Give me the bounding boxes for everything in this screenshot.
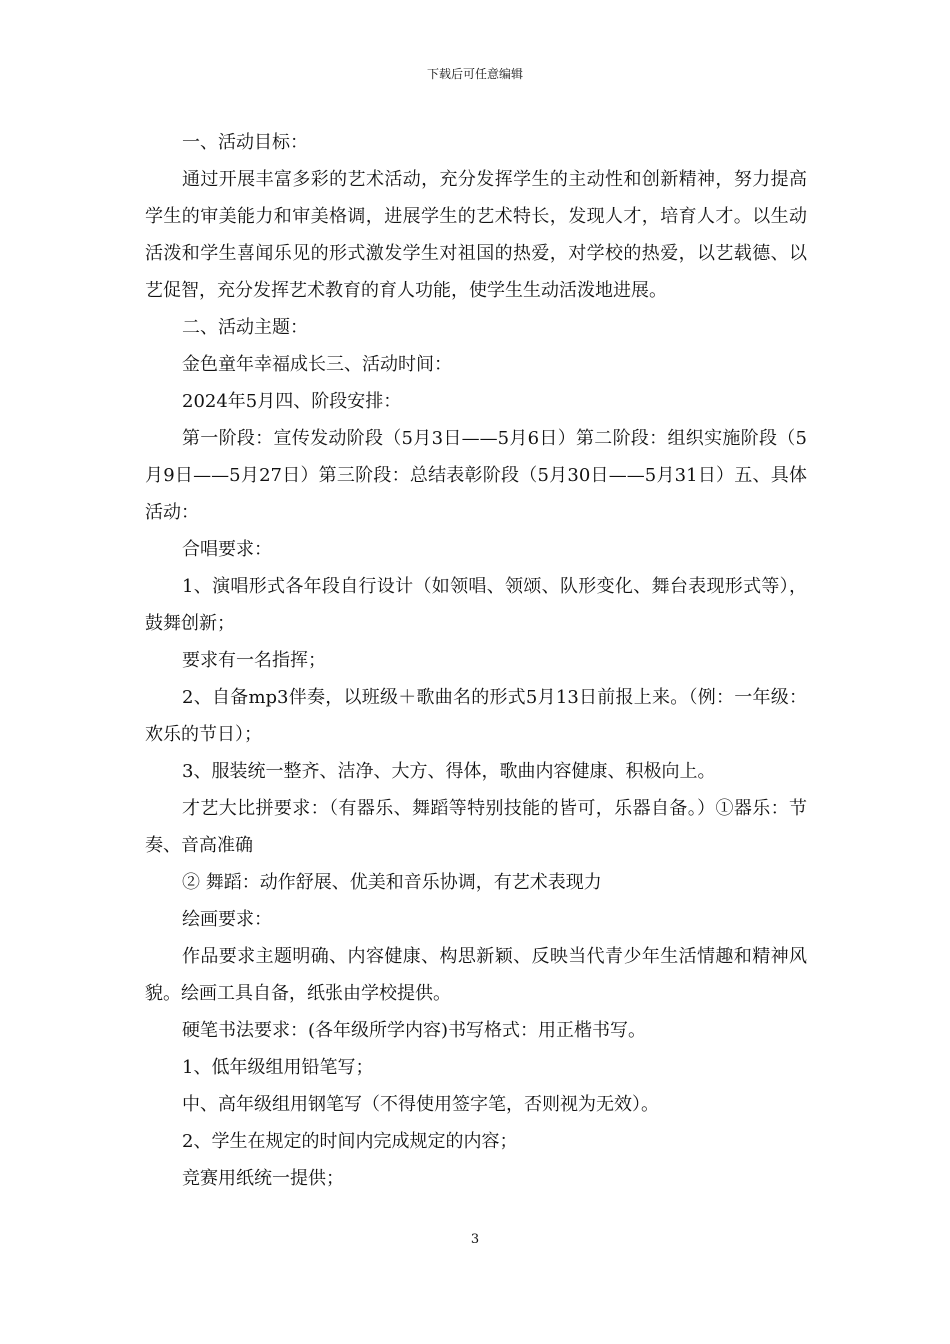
- paragraph-goal-text: 通过开展丰富多彩的艺术活动，充分发挥学生的主动性和创新精神，努力提高学生的审美能力和审美格调，进展学生的艺术特长，发现人才，培育人才。以生动活泼和学生喜闻乐见的形式激发学生对祖国的热爱，对学校的热爱，以艺载德、以艺促智，充分发挥艺术教育的育人功能，使学生生动活泼地进展。: [145, 169, 807, 301]
- heading-activity-theme: 二、活动主题：: [182, 317, 308, 338]
- paragraph-stages: 第一阶段：宣传发动阶段（5月3日——5月6日）第二阶段：组织实施阶段（5月9日——5月27日）第三阶段：总结表彰阶段（5月30日——5月31日）五、具体活动：: [145, 428, 807, 523]
- page-header: 下载后可任意编辑: [426, 67, 523, 81]
- paragraph-chorus-item-3: 3、服装统一整齐、洁净、大方、得体，歌曲内容健康、积极向上。: [182, 761, 716, 782]
- heading-activity-goal: 一、活动目标：: [182, 132, 308, 153]
- paragraph-talent-requirements: 才艺大比拼要求：（有器乐、舞蹈等特别技能的皆可，乐器自备。）①器乐：节奏、音高准确: [145, 798, 807, 856]
- paragraph-calligraphy-paper: 竞赛用纸统一提供；: [182, 1168, 344, 1189]
- document-body: [145, 124, 807, 1197]
- paragraph-calligraphy-pen: 中、高年级组用钢笔写（不得使用签字笔，否则视为无效）。: [182, 1094, 659, 1115]
- heading-painting-requirements: 绘画要求：: [182, 909, 272, 930]
- paragraph-dance: ② 舞蹈：动作舒展、优美和音乐协调，有艺术表现力: [182, 872, 602, 893]
- paragraph-calligraphy-item-1: 1、低年级组用铅笔写；: [182, 1057, 374, 1078]
- paragraph-calligraphy-item-2: 2、学生在规定的时间内完成规定的内容；: [182, 1131, 518, 1152]
- paragraph-painting-text: 作品要求主题明确、内容健康、构思新颖、反映当代青少年生活情趣和精神风貌。绘画工具自备，纸张由学校提供。: [145, 946, 807, 1004]
- paragraph-calligraphy-requirements: 硬笔书法要求：(各年级所学内容)书写格式：用正楷书写。: [182, 1020, 647, 1041]
- paragraph-date-and-schedule: 2024年5月四、阶段安排：: [182, 391, 402, 412]
- paragraph-chorus-item-1: 1、演唱形式各年段自行设计（如领唱、领颂、队形变化、舞台表现形式等），鼓舞创新；: [145, 576, 807, 634]
- heading-chorus-requirements: 合唱要求：: [182, 539, 272, 560]
- paragraph-chorus-item-2: 2、自备mp3伴奏，以班级＋歌曲名的形式5月13日前报上来。（例：一年级：欢乐的节日）；: [145, 687, 807, 745]
- paragraph-theme-and-time: 金色童年幸福成长三、活动时间：: [182, 354, 452, 375]
- paragraph-chorus-conductor: 要求有一名指挥；: [182, 650, 326, 671]
- page-number: 3: [470, 1232, 480, 1247]
